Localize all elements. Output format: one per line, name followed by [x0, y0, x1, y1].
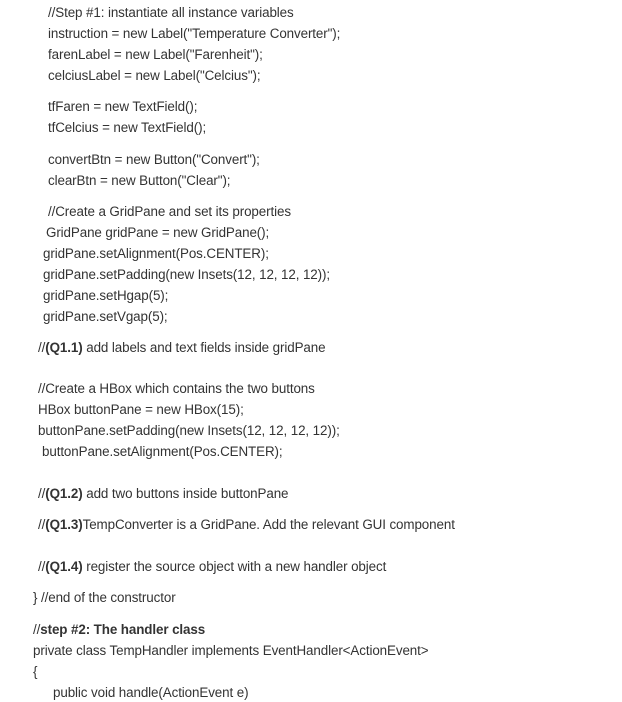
- hbox-padding-line: buttonPane.setPadding(new Insets(12, 12, 12, 12));: [38, 423, 340, 438]
- q1-2-comment: //(Q1.2) add two buttons inside buttonPane: [38, 486, 289, 501]
- tf-faren-line: tfFaren = new TextField();: [48, 99, 198, 114]
- open-brace-line: {: [33, 664, 38, 679]
- gridpane-new-line: GridPane gridPane = new GridPane();: [46, 225, 270, 240]
- handler-class-line: private class TempHandler implements EventHandler<ActionEvent>: [33, 643, 429, 658]
- faren-label-line: farenLabel = new Label("Farenheit");: [48, 47, 263, 62]
- gridpane-alignment-line: gridPane.setAlignment(Pos.CENTER);: [43, 246, 269, 261]
- gridpane-padding-line: gridPane.setPadding(new Insets(12, 12, 12, 12));: [43, 267, 330, 282]
- q1-4-tag: (Q1.4): [45, 559, 83, 574]
- gridpane-hgap-line: gridPane.setHgap(5);: [43, 288, 169, 303]
- gridpane-vgap-line: gridPane.setVgap(5);: [43, 309, 168, 324]
- q1-1-tag: (Q1.1): [45, 340, 83, 355]
- q1-4-comment: //(Q1.4) register the source object with a new handler object: [38, 559, 387, 574]
- hbox-alignment-line: buttonPane.setAlignment(Pos.CENTER);: [42, 444, 283, 459]
- tf-celcius-line: tfCelcius = new TextField();: [48, 120, 207, 135]
- celcius-label-line: celciusLabel = new Label("Celcius");: [48, 68, 261, 83]
- gridpane-comment: //Create a GridPane and set its properties: [48, 204, 291, 219]
- step2-comment: //step #2: The handler class: [33, 622, 206, 637]
- q1-1-comment: //(Q1.1) add labels and text fields inside gridPane: [38, 340, 326, 355]
- q1-3-comment: //(Q1.3)TempConverter is a GridPane. Add the relevant GUI component: [38, 517, 455, 532]
- convert-btn-line: convertBtn = new Button("Convert");: [48, 152, 260, 167]
- q1-2-tag: (Q1.2): [45, 486, 83, 501]
- step1-comment: //Step #1: instantiate all instance variables: [48, 5, 294, 20]
- end-constructor-line: } //end of the constructor: [33, 590, 176, 605]
- hbox-new-line: HBox buttonPane = new HBox(15);: [38, 402, 244, 417]
- hbox-comment: //Create a HBox which contains the two buttons: [38, 381, 315, 396]
- clear-btn-line: clearBtn = new Button("Clear");: [48, 173, 231, 188]
- q1-3-tag: (Q1.3): [45, 517, 83, 532]
- instruction-line: instruction = new Label("Temperature Converter");: [48, 26, 341, 41]
- handle-method-line: public void handle(ActionEvent e): [53, 685, 249, 700]
